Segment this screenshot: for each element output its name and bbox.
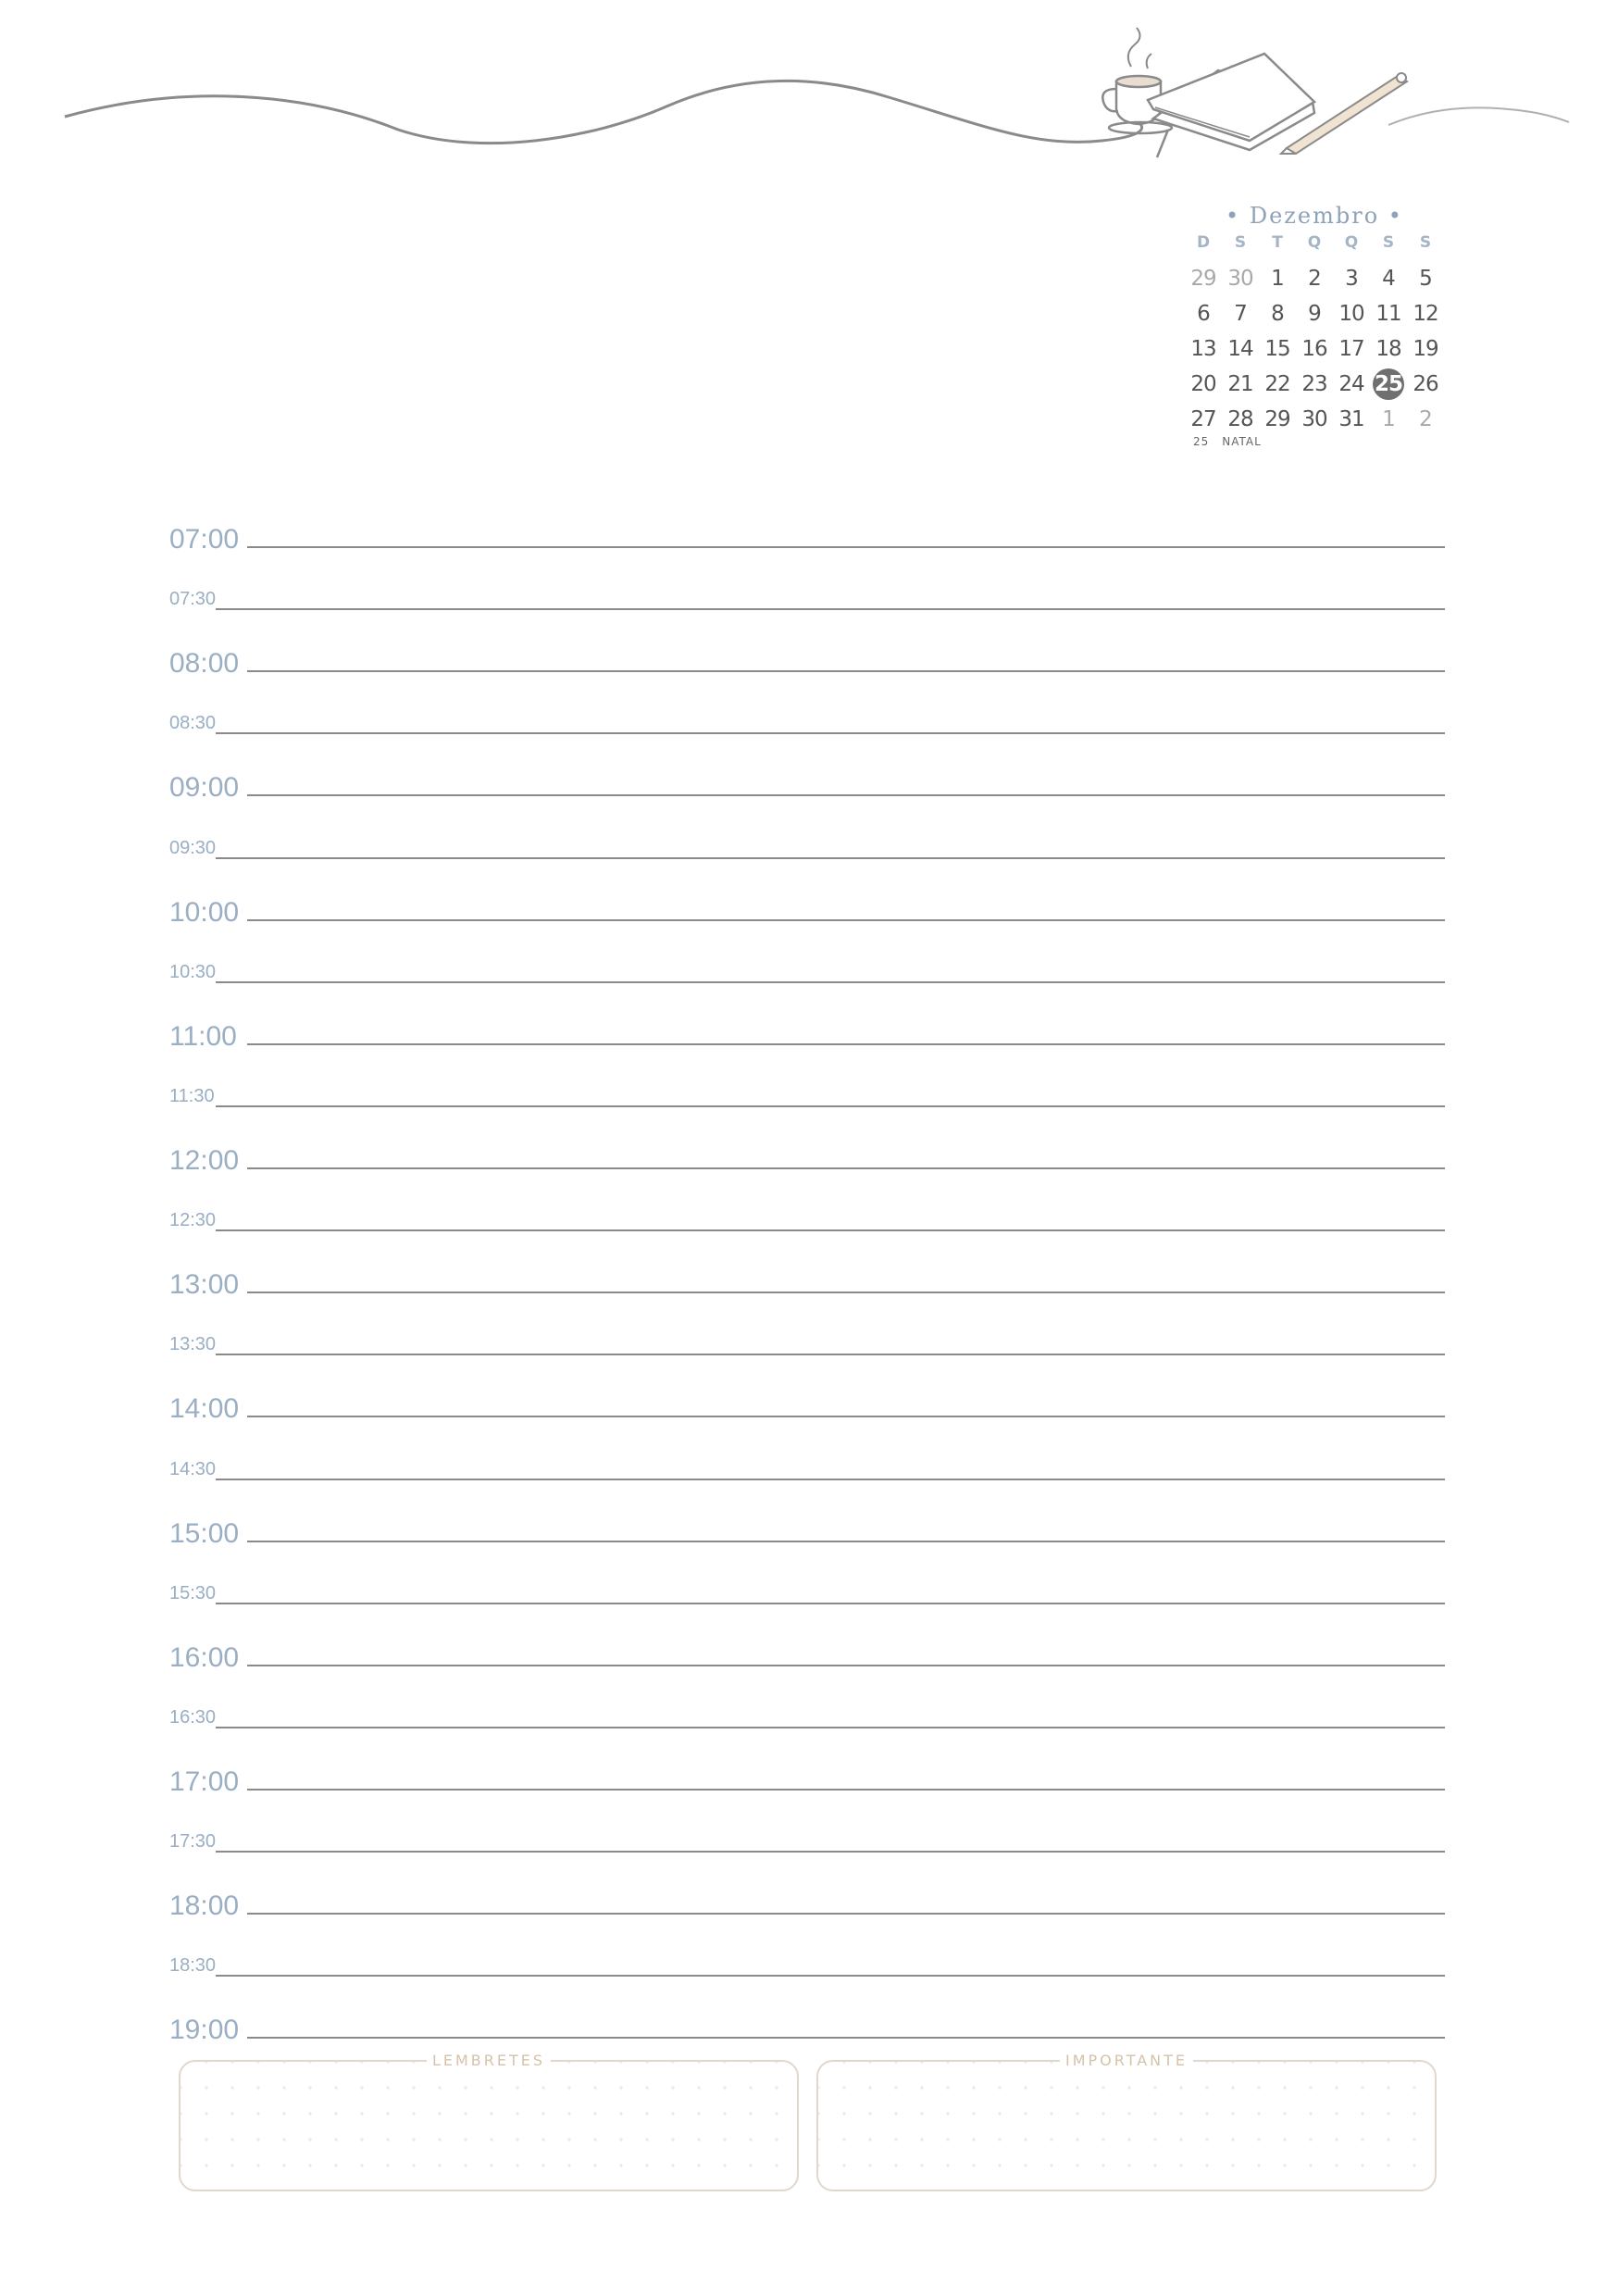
holiday-name: NATAL <box>1222 435 1262 448</box>
important-box[interactable] <box>816 2052 1437 2191</box>
time-label: 07:30 <box>169 589 217 610</box>
calendar-day: 10 <box>1338 302 1364 326</box>
half-hour-slot[interactable] <box>169 1691 1445 1728</box>
notebook-icon <box>1148 54 1314 157</box>
calendar-day: 23 <box>1301 372 1327 396</box>
calendar-day: 3 <box>1345 267 1358 291</box>
weekday-label: T <box>1272 233 1283 252</box>
time-label: 14:30 <box>169 1458 217 1479</box>
writing-line <box>216 1603 1445 1604</box>
calendar-day: 12 <box>1413 302 1438 326</box>
time-label: 13:00 <box>169 1269 240 1301</box>
weekday-label: Q <box>1307 233 1322 252</box>
time-label: 08:30 <box>169 713 217 734</box>
calendar-day: 6 <box>1197 302 1210 326</box>
calendar-day: 7 <box>1234 302 1247 326</box>
holiday-day: 25 <box>1193 435 1210 448</box>
time-label: 16:00 <box>169 1641 240 1673</box>
hour-slot[interactable] <box>169 1256 1445 1301</box>
calendar-day: 1 <box>1271 267 1284 291</box>
writing-line <box>216 1851 1445 1853</box>
hour-slot[interactable] <box>169 1753 1445 1797</box>
calendar-week-row <box>1185 261 1444 296</box>
calendar-week-row <box>1185 402 1444 437</box>
time-label: 11:00 <box>169 1020 237 1052</box>
half-hour-slot[interactable] <box>169 1070 1445 1107</box>
reminders-box[interactable] <box>179 2052 799 2191</box>
half-hour-slot[interactable] <box>169 1194 1445 1231</box>
hour-slot[interactable] <box>169 1505 1445 1549</box>
calendar-month-title: • Dezembro • <box>1226 203 1403 229</box>
mini-calendar <box>1185 202 1444 448</box>
hour-slot[interactable] <box>169 1878 1445 1922</box>
time-label: 16:30 <box>169 1706 217 1728</box>
time-label: 14:00 <box>169 1393 240 1425</box>
calendar-day: 18 <box>1375 337 1401 361</box>
calendar-day: 28 <box>1227 407 1253 431</box>
hour-slot[interactable] <box>169 2002 1445 2046</box>
writing-line <box>247 794 1445 796</box>
time-label: 10:30 <box>169 961 217 982</box>
calendar-day: 31 <box>1338 407 1364 431</box>
time-label: 18:30 <box>169 1955 217 1977</box>
time-label: 12:30 <box>169 1210 217 1231</box>
calendar-day: 1 <box>1382 407 1395 431</box>
calendar-day: 16 <box>1301 337 1327 361</box>
calendar-week-row <box>1185 331 1444 367</box>
writing-line <box>247 1416 1445 1417</box>
weekday-label: S <box>1234 233 1247 252</box>
calendar-day: 13 <box>1190 337 1216 361</box>
hour-slot[interactable] <box>169 759 1445 804</box>
calendar-day: 27 <box>1190 407 1216 431</box>
writing-line <box>247 1167 1445 1169</box>
writing-line <box>216 981 1445 983</box>
calendar-day: 20 <box>1190 372 1216 396</box>
writing-line <box>247 1913 1445 1915</box>
writing-line <box>247 1292 1445 1293</box>
calendar-day: 17 <box>1338 337 1364 361</box>
calendar-day: 9 <box>1308 302 1321 326</box>
writing-line <box>216 1479 1445 1480</box>
header-illustration <box>0 0 1618 185</box>
writing-line <box>247 1043 1445 1045</box>
writing-line <box>247 670 1445 672</box>
time-label: 18:00 <box>169 1890 240 1922</box>
time-label: 11:30 <box>169 1085 215 1106</box>
calendar-day: 2 <box>1308 267 1321 291</box>
half-hour-slot[interactable] <box>169 697 1445 734</box>
weekday-label: D <box>1196 233 1211 252</box>
calendar-day: 30 <box>1227 267 1253 291</box>
calendar-day: 24 <box>1338 372 1364 396</box>
weekday-label: S <box>1419 233 1432 252</box>
writing-line <box>247 919 1445 921</box>
hour-slot[interactable] <box>169 1380 1445 1425</box>
calendar-day: 29 <box>1264 407 1290 431</box>
time-label: 12:00 <box>169 1145 240 1176</box>
writing-line <box>247 1789 1445 1791</box>
half-hour-slot[interactable] <box>169 946 1445 983</box>
half-hour-slot[interactable] <box>169 1318 1445 1355</box>
calendar-day: 14 <box>1227 337 1253 361</box>
calendar-day: 15 <box>1264 337 1290 361</box>
calendar-day-today: 25 <box>1370 367 1407 402</box>
writing-line <box>216 857 1445 859</box>
time-label: 10:00 <box>169 896 240 928</box>
half-hour-slot[interactable] <box>169 822 1445 859</box>
calendar-holiday-note <box>1185 435 1444 448</box>
writing-line <box>216 608 1445 610</box>
writing-line <box>216 1727 1445 1728</box>
time-label: 15:00 <box>169 1517 240 1549</box>
calendar-week-row <box>1185 296 1444 331</box>
time-label: 09:30 <box>169 837 217 858</box>
calendar-day: 19 <box>1413 337 1438 361</box>
hour-slot[interactable] <box>169 884 1445 928</box>
time-label: 08:00 <box>169 648 240 680</box>
weekday-label: Q <box>1344 233 1359 252</box>
half-hour-slot[interactable] <box>169 573 1445 610</box>
writing-line <box>216 1975 1445 1977</box>
calendar-day: 11 <box>1375 302 1401 326</box>
time-label: 17:00 <box>169 1766 240 1797</box>
writing-line <box>247 546 1445 548</box>
calendar-day-grid <box>1185 261 1444 437</box>
calendar-day: 21 <box>1227 372 1253 396</box>
hour-slot[interactable] <box>169 635 1445 680</box>
writing-line <box>247 1665 1445 1666</box>
half-hour-slot[interactable] <box>169 1567 1445 1604</box>
calendar-day: 8 <box>1271 302 1284 326</box>
calendar-weekday-row <box>1185 230 1444 256</box>
weekday-label: S <box>1382 233 1395 252</box>
time-label: 07:00 <box>169 524 240 555</box>
half-hour-slot[interactable] <box>169 1940 1445 1977</box>
calendar-week-row <box>1185 367 1444 402</box>
calendar-day: 29 <box>1190 267 1216 291</box>
half-hour-slot[interactable] <box>169 1443 1445 1480</box>
time-label: 15:30 <box>169 1582 217 1603</box>
writing-line <box>216 1354 1445 1355</box>
hour-slot[interactable] <box>169 511 1445 555</box>
calendar-day: 4 <box>1382 267 1395 291</box>
writing-line <box>216 732 1445 734</box>
time-label: 09:00 <box>169 772 240 804</box>
wavy-line-decoration <box>65 81 1142 143</box>
hour-slot[interactable] <box>169 1629 1445 1673</box>
calendar-day: 2 <box>1419 407 1432 431</box>
calendar-day: 22 <box>1264 372 1290 396</box>
hour-slot[interactable] <box>169 1132 1445 1176</box>
wavy-line-tail <box>1388 107 1569 125</box>
time-label: 13:30 <box>169 1334 217 1355</box>
hour-slot[interactable] <box>169 1008 1445 1052</box>
half-hour-slot[interactable] <box>169 1816 1445 1853</box>
important-box-title: IMPORTANTE <box>1060 2052 1193 2069</box>
writing-line <box>216 1229 1445 1231</box>
calendar-day: 30 <box>1301 407 1327 431</box>
reminders-box-title: LEMBRETES <box>427 2052 551 2069</box>
calendar-day: 5 <box>1419 267 1432 291</box>
writing-line <box>247 2037 1445 2039</box>
writing-line <box>216 1105 1445 1107</box>
time-label: 19:00 <box>169 2015 240 2046</box>
writing-line <box>247 1541 1445 1542</box>
time-label: 17:30 <box>169 1831 217 1853</box>
calendar-day: 26 <box>1413 372 1438 396</box>
